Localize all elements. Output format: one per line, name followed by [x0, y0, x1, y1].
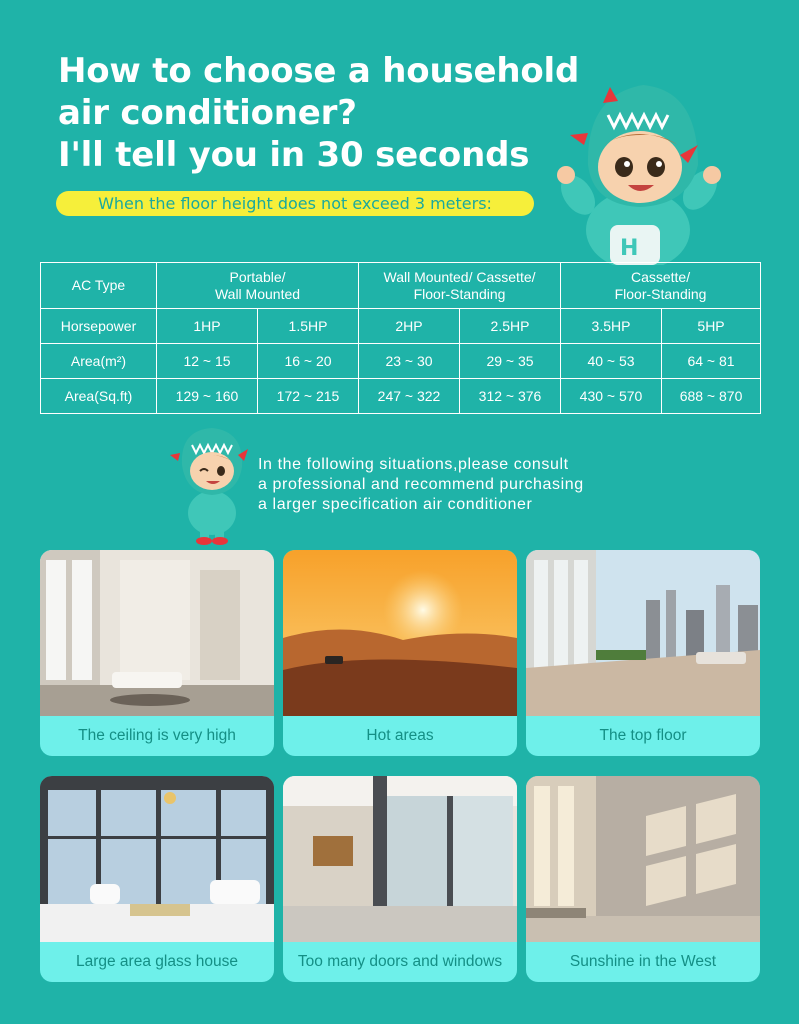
table-cell: 1HP [157, 309, 258, 344]
table-cell: 3.5HP [561, 309, 662, 344]
table-cell: 688 ~ 870 [662, 379, 761, 414]
card-doors-windows [283, 776, 517, 982]
table-cell: 40 ~ 53 [561, 344, 662, 379]
glass-house-image [40, 776, 274, 942]
card-caption: The ceiling is very high [78, 727, 236, 744]
table-cell: 2HP [359, 309, 460, 344]
card-caption: Large area glass house [75, 953, 238, 970]
rooftop-terrace-image [526, 550, 760, 716]
table-header-row [41, 263, 761, 309]
desert-sunset-image [283, 550, 517, 716]
card-caption: Hot areas [366, 727, 434, 744]
header-wall-cassette-floor [359, 263, 561, 309]
table-row [41, 309, 761, 344]
header-cell-text: Wall Mounted/ Cassette/ Floor-Standing [383, 268, 536, 302]
sliding-doors-image [283, 776, 517, 942]
dinosaur-mascot-winking [170, 425, 250, 545]
dinosaur-mascot-waving [548, 75, 728, 265]
table-cell: 172 ~ 215 [258, 379, 359, 414]
title-line: air conditioner? [58, 93, 357, 133]
table-cell: 12 ~ 15 [157, 344, 258, 379]
ac-spec-table [40, 262, 761, 414]
header-cassette-floor [561, 263, 761, 309]
row-label: Area(Sq.ft) [41, 379, 157, 414]
header-cell-text: Portable/ Wall Mounted [214, 268, 301, 302]
card-caption: Sunshine in the West [569, 953, 717, 970]
title-line: I'll tell you in 30 seconds [58, 135, 530, 175]
table-row [41, 344, 761, 379]
note-line: In the following situations,please consult [258, 456, 569, 473]
table-cell: 129 ~ 160 [157, 379, 258, 414]
svg-text:H: H [620, 236, 639, 261]
table-cell: 16 ~ 20 [258, 344, 359, 379]
header-ac-type: AC Type [41, 263, 157, 309]
table-cell: 2.5HP [460, 309, 561, 344]
note-line: a larger specification air conditioner [258, 496, 533, 513]
sunlit-wall-image [526, 776, 760, 942]
table-cell: 247 ~ 322 [359, 379, 460, 414]
table-row [41, 379, 761, 414]
card-glass-house [40, 776, 274, 982]
card-top-floor [526, 550, 760, 756]
header-portable-wall [157, 263, 359, 309]
table-cell: 23 ~ 30 [359, 344, 460, 379]
high-ceiling-room-image [40, 550, 274, 716]
row-label: Area(m²) [41, 344, 157, 379]
table-cell: 1.5HP [258, 309, 359, 344]
card-hot-areas [283, 550, 517, 756]
card-high-ceiling [40, 550, 274, 756]
table-cell: 29 ~ 35 [460, 344, 561, 379]
card-west-sunshine [526, 776, 760, 982]
page-title [58, 50, 579, 176]
title-line: How to choose a household [58, 51, 580, 91]
floor-height-subtitle: When the floor height does not exceed 3 meters: [56, 191, 534, 216]
consult-note [258, 455, 584, 515]
note-line: a professional and recommend purchasing [258, 476, 584, 493]
table-cell: 64 ~ 81 [662, 344, 761, 379]
row-label: Horsepower [41, 309, 157, 344]
header-cell-text: Cassette/ Floor-Standing [614, 268, 707, 302]
card-caption: Too many doors and windows [297, 953, 503, 970]
table-cell: 312 ~ 376 [460, 379, 561, 414]
card-caption: The top floor [599, 727, 687, 744]
table-cell: 430 ~ 570 [561, 379, 662, 414]
table-cell: 5HP [662, 309, 761, 344]
